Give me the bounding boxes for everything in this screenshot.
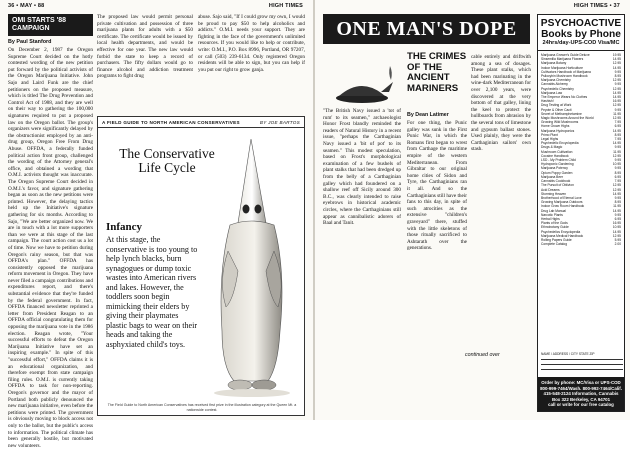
ad-footer-catalog: call or write for our free catalog: [548, 402, 614, 408]
book-price: 9.95: [614, 107, 621, 112]
left-page: [0, 0, 313, 449]
ad-subtitle: 24hrs/day-UPS-COD Visa/MC: [542, 40, 620, 46]
page-folio-magazine: HIGH TIMES: [268, 3, 303, 9]
infancy-heading: Infancy: [106, 221, 143, 233]
book-price: 9.95: [614, 195, 621, 200]
book-title: Drug Lab Manual: [541, 208, 566, 213]
book-price: 14.95: [612, 208, 621, 213]
book-price: 7.95: [614, 179, 621, 184]
book-price: 8.95: [614, 132, 621, 137]
book-price: 19.95: [612, 53, 621, 57]
book-price: 16.95: [612, 221, 621, 226]
crimes-column-3: cable entirely and driftwith among a sea of dosages. These plant stalks, which had been marinating in the wine-dark Mediterranean for over 2,100 years, were discovered at the very bottom of that galley, lining the keel to protect the hullboards from abrasion by the several tons of limestone and gypsum ballast stones. Used plainly, they were the Carthaginian sailors' own stash.: [471, 54, 531, 153]
book-title: Secret of Methamphetamine: [541, 111, 582, 116]
book-title: Marijuana Beer: [541, 174, 564, 179]
page-folio-left: 36 • MAY • 88: [8, 3, 45, 9]
form-line: [541, 366, 623, 370]
book-price: 11.95: [613, 111, 621, 116]
book-title: Peyote & Other Cacti: [541, 107, 572, 112]
book-title: Brotherhood of Eternal Love: [541, 195, 582, 200]
book-title: Marijuana Law: [541, 90, 563, 95]
book-title: Psychedelic Chemistry: [541, 86, 574, 91]
book-price: 9.95: [614, 69, 621, 74]
book-title: Marijuana Chemistry: [541, 78, 571, 83]
order-form: [541, 352, 623, 371]
form-line: [541, 356, 623, 360]
ad-header: [538, 15, 624, 51]
book-price: 10.95: [612, 225, 621, 230]
column-masthead: [323, 14, 530, 44]
book-price: 8.95: [614, 200, 621, 205]
book-title: Cultivators Handbook of Marijuana: [541, 69, 591, 74]
ad-footer-line: Order by phone: MC/Visa or UPS-COD: [541, 380, 621, 386]
book-price: 14.95: [612, 57, 621, 62]
book-price: 14.95: [612, 191, 621, 196]
book-price: 8.95: [614, 74, 621, 79]
book-price: 6.95: [614, 124, 621, 129]
book-title: Plants of the Gods: [541, 221, 568, 226]
right-page: [315, 0, 630, 420]
book-price: 12.95: [612, 116, 621, 121]
feature-title: The Conservative Life Cycle: [119, 146, 215, 175]
book-price: 5.95: [614, 237, 621, 242]
book-title: LSD - My Problem Child: [541, 158, 576, 163]
feature-header-bar: [98, 117, 304, 128]
omi-column-3: [198, 14, 305, 73]
book-title: Cannabis Cookbook: [541, 179, 571, 184]
book-price: 14.95: [612, 128, 621, 133]
order-form-label: NAME / ADDRESS / CITY STATE ZIP: [541, 351, 595, 356]
book-title: The Pursuit of Oblivion: [541, 183, 574, 188]
book-title: Narcotic Plants: [541, 212, 563, 217]
ad-footer-info: 415-548-2124 Information, Cannabis: [543, 391, 619, 397]
book-title: Psilocybin Mushroom Handbook: [541, 74, 588, 79]
ad-title: PSYCHOACTIVE Books by Phone: [540, 18, 622, 40]
book-price: 9.95: [614, 166, 621, 171]
book-price: 8.95: [614, 170, 621, 175]
book-title: Primo Plant: [541, 132, 558, 137]
continued-note: continued over: [465, 352, 500, 358]
book-price: 9.95: [614, 82, 621, 87]
crimes-column-1: "The British Navy issued a 'tot of rum' to its seamen," archaeologist Honor Frost blandly reminded the readers of Natural History in a recent issue, "perhaps the Carthaginian Navy issued a 'bit of pot' to its seamen." This modest speculation, based on Frost's morphological examination of a few bushels of plant stalks that had been dredged up from the belly of a Carthaginian galley which had foundered on a shallow reef off Sicily around 300 B.C., was clearly intended to raise eyebrows in historical academic circles, where the Carthaginians still appear as cannibalistic adorers of Baal and Tanit.: [323, 108, 401, 227]
book-title: Rolling Papers Guide: [541, 237, 572, 242]
book-price: 14.95: [612, 95, 621, 100]
book-price: 14.95: [612, 65, 621, 70]
book-title: Indoor Grow Room Handbook: [541, 204, 585, 209]
book-price-list: [538, 51, 624, 248]
book-price: 7.95: [614, 137, 621, 142]
book-price: 11.95: [613, 149, 621, 154]
book-title: Psychedelic Encyclopedia: [541, 141, 579, 146]
ad-footer-phone: 800-999-7464/Wash. 800-992-7464/Calif.: [540, 385, 622, 391]
crimes-headline: THE CRIMES OF THE ANCIENT MARINERS: [407, 51, 467, 94]
book-title: Acid Dreams: [541, 187, 560, 192]
omi-byline: By Paul Stanford: [8, 39, 52, 46]
book-title: Cannabis Alchemy: [541, 82, 568, 87]
book-title: Complete Catalog: [541, 242, 568, 247]
book-title: Growing Wild Mushrooms: [541, 120, 579, 125]
book-title: Marijuana Grower's Guide Deluxe: [541, 53, 590, 57]
book-title: Home Grown Highs: [541, 124, 570, 129]
book-title: Drugs & Magic: [541, 145, 563, 150]
book-price: 12.95: [612, 187, 621, 192]
books-by-phone-ad: [537, 14, 625, 412]
book-price: 9.95: [614, 212, 621, 217]
book-title: Drug Testing at Work: [541, 103, 572, 108]
field-guide-feature: [97, 116, 305, 416]
book-title: Mushroom Cultivation: [541, 149, 573, 154]
book-title: Legal Highs: [541, 137, 559, 142]
book-title: Psychedelics Encyclopedia: [541, 229, 581, 234]
feature-byline: BY JOE BARTOS: [259, 119, 300, 125]
form-line: [541, 361, 623, 365]
book-price: 12.95: [612, 153, 621, 158]
book-price: 14.95: [612, 141, 621, 146]
book-title: Marijuana Potency: [541, 166, 568, 171]
omi-article-column: [8, 14, 93, 449]
omi-body-text-2: The proposed law would permit personal private cultivation and possession of three marijuana plants for adults with a $50 certificate. The certificate would be issued by local health departments, and would be effective for one year. The new law would forbid the state to keep a record of purchasers. The fifty dollars would go to finance alcohol and addiction treatment programs to fight drug: [97, 14, 193, 80]
crimes-byline: By Dean Latimer: [407, 112, 449, 118]
book-price: 12.95: [612, 233, 621, 238]
omi-body-text: On December 2, 1987 the Oregon Supreme Court decided on the hotly contested wording of the new petition put forward by the political activists of the Oregon Marijuana Initiative. John Sajo and Laird Funk are the chief petitioners on the proposed measure, which is titled The Drug Prevention and Control Act of 1988, and they are well on their way to gathering the 100,000 signatures required to put a proposed law on the Oregon ballot. The group's organizers were significantly delayed by the obstructionist employed by an anti-drug group, Oregon Free From Drug Abuse. OFFDA, a federally funded political action front group, challenged the wording of the Attorney general's office, and obtained a wording that O.M.I. activists thought was inaccurate. The Oregon Supreme Court decided in O.M.I.'s favor, and signature gathering began as soon as the new petitions were printed. However, the delaying tactics held up the Initiative's signature gathering for six months. According to Sajo, "We are better organized now. We are in touch with a lot more supporters than we were at this stage of the last campaign. The court action cost us a lot of time. Now we have to petition during Oregon's rainy season, but that was OFFDA's plan." OFFDA has consistently opposed the marijuana reform movement in Oregon. They have never filed a campaign contributions and expenditures report, and there's substantial evidence that they're funded by the federal government. In fact, OFFDA financed newsletter reprinted a letter from President Reagan to an OFFDA official congratulating them for opposing the marijuana vote in the 1986 election. Reagan wrote, "Your successful efforts to defeat the Oregon Marijuana Initiative have set an inspiring example." In spite of this "successful effort," OFFDA claims it is an educational organization, and therefore exempt from state campaign filing rules. O.M.I. is currently taking OFFDA to task for non-reporting. Oregon's governor and the mayor of Portland both publicly denounced the new marijuana initiative, even before the petitions were printed. The government is obviously moving to block access not only to the ballot, but the public's access to information. The political climate has been generally hostile, but motivated new volunteers.: [8, 47, 93, 449]
book-title: Hashish!: [541, 99, 554, 104]
book-price: 10.95: [612, 162, 621, 167]
book-title: Marijuana Medical Handbook: [541, 233, 584, 238]
book-list-item: [541, 242, 621, 246]
book-title: Marijuana Hydroponics: [541, 128, 575, 133]
book-price: 9.95: [614, 158, 621, 163]
book-price: 12.95: [612, 183, 621, 188]
book-price: 16.95: [612, 99, 621, 104]
book-title: Herbal Highs: [541, 216, 560, 221]
book-price: 12.95: [612, 86, 621, 91]
book-title: Hydroponic Gardening: [541, 162, 574, 167]
book-price: 12.95: [612, 78, 621, 83]
book-price: 12.95: [612, 103, 621, 108]
hooded-baby-illustration: [198, 131, 304, 403]
book-title: Growing Marijuana Outdoors: [541, 200, 583, 205]
book-title: The Emperor Wears No Clothes: [541, 95, 588, 100]
book-title: Indoor Marijuana Horticulture: [541, 65, 583, 70]
book-price: 14.95: [612, 90, 621, 95]
book-price: 7.95: [614, 120, 621, 125]
omi-body-text-3: abuse. Sajo said, "If I could grow my own, I would be proud to pay $50 to help alcoholics and addicts." O.M.I. needs your support. They are fighting in the face of the government's unlimited resources. If you would like to help or contribute, write: O.M.I., P.O. Box 8996, Portland, OR 97207, or call (503) 239-6134. Only registered Oregon residents will be able to sign, but you can help if you put our right to grow ganja.: [198, 14, 305, 73]
ad-footer: [538, 377, 624, 411]
book-title: Cocaine Handbook: [541, 153, 569, 158]
book-price: 9.95: [614, 145, 621, 150]
illustration-caption: The Field Guide to North American Conservatives has received first prize in the illustration category at the Queen Mt. a nationwide contest.: [107, 403, 297, 412]
feature-series-title: A FIELD GUIDE TO NORTH AMERICAN CONSERVATIVES: [102, 119, 240, 125]
omi-column-2: [97, 14, 193, 80]
book-title: Sinsemilla Marijuana Flowers: [541, 57, 584, 62]
infancy-text: At this stage, the conservative is too young to help lynch blacks, burn synagogues or dump toxic wastes into American rivers and lakes. However, the toddlers soon begin mimicking their elders by giving their playmates plastic bags to wear on their heads and taking the asphyxiated child's toys.: [106, 235, 198, 349]
crimes-column-2: For one thing, the Punic galley was sunk in the First Punic War, in which the Romans first began to wrest from Carthage the maritime empire of the western Mediterranean. From Gibraltar to our original home cities of Sidon and Tyre, the Carthaginians ran it all. And so the Carthaginians still have their fans to this day, in spite of such atrocities as the extensive "children's graveyard" there, stuffed with the little skeletons of those ritually sacrificed to Ashtarath over the generations.: [407, 120, 467, 252]
book-price: 11.95: [613, 204, 621, 209]
book-price: 12.95: [612, 61, 621, 66]
book-title: Magic Mushrooms Around the World: [541, 116, 594, 121]
oil-lamp-illustration: [327, 52, 397, 106]
masthead-title: ONE MAN'S DOPE: [336, 17, 517, 40]
book-price: 6.95: [614, 174, 621, 179]
book-title: Marijuana Botany: [541, 61, 567, 66]
book-price: 6.95: [614, 216, 621, 221]
book-title: Ethnobotany Guide: [541, 225, 569, 230]
book-price: 2.00: [614, 242, 621, 247]
book-title: Opium Poppy Garden: [541, 170, 573, 175]
page-folio-right: HIGH TIMES • 37: [573, 3, 620, 9]
omi-headline: OMI STARTS '88 CAMPAIGN: [8, 14, 93, 36]
book-price: 14.95: [612, 229, 621, 234]
book-title: Storming Heaven: [541, 191, 567, 196]
ad-footer-address: Box 322 Berkeley, CA 94701: [551, 396, 611, 402]
